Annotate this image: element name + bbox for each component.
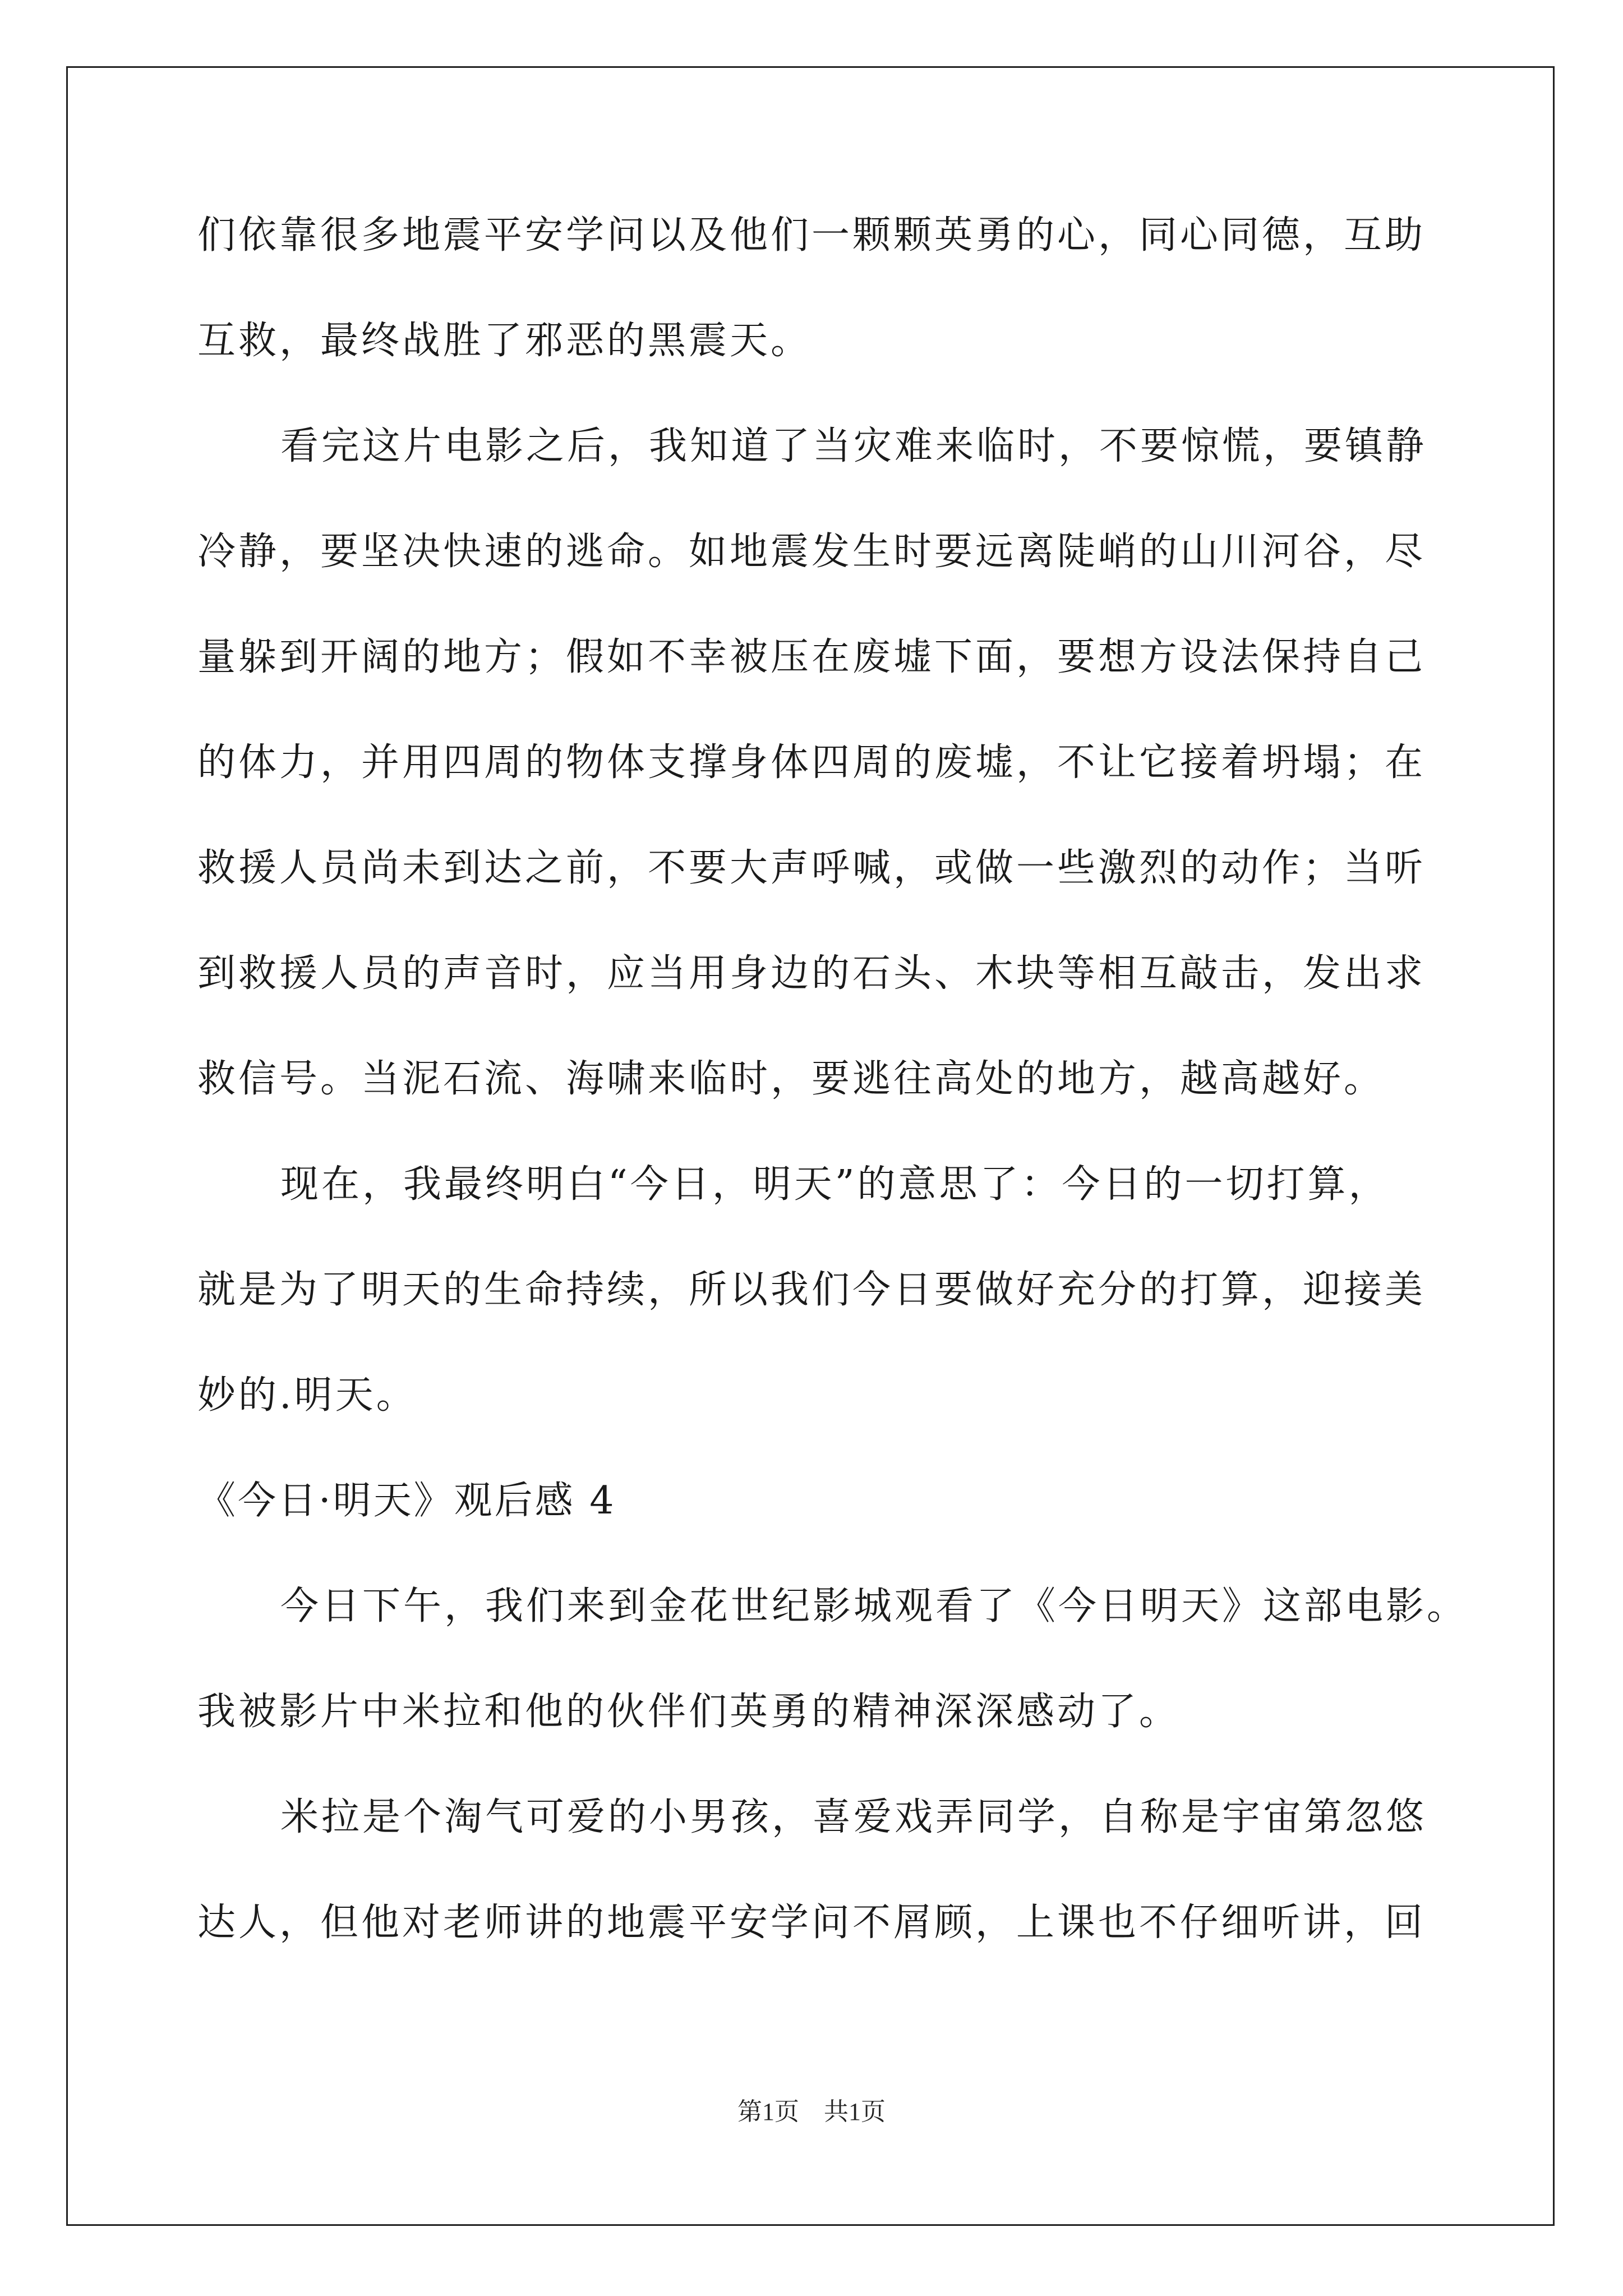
text-line: 互救，最终战胜了邪恶的黑震天。 bbox=[197, 319, 812, 363]
text-line: 就是为了明天的生命持续，所以我们今日要做好充分的打算，迎接美 bbox=[197, 1268, 1426, 1312]
text-line: 妙的.明天。 bbox=[197, 1373, 417, 1418]
section-heading: 《今日·明天》观后感 4 bbox=[197, 1479, 616, 1523]
text-line: 的体力，并用四周的物体支撑身体四周的废墟，不让它接着坍塌；在 bbox=[197, 740, 1426, 785]
text-line: 到救援人员的声音时，应当用身边的石头、木块等相互敲击，发出求 bbox=[197, 951, 1426, 996]
text-line: 量躲到开阔的地方；假如不幸被压在废墟下面，要想方设法保持自己 bbox=[197, 635, 1426, 679]
text-line: 救信号。当泥石流、海啸来临时，要逃往高处的地方，越高越好。 bbox=[197, 1057, 1385, 1101]
paragraph-start-line: 现在，我最终明白“今日，明天”的意思了：今日的一切打算， bbox=[280, 1162, 1390, 1207]
paragraph-start-line: 今日下午，我们来到金花世纪影城观看了《今日明天》这部电影。 bbox=[280, 1584, 1468, 1628]
text-line: 救援人员尚未到达之前，不要大声呼喊，或做一些激烈的动作；当听 bbox=[197, 846, 1426, 890]
paragraph-start-line: 看完这片电影之后，我知道了当灾难来临时，不要惊慌，要镇静 bbox=[280, 424, 1427, 468]
page-number-footer: 第1页 共1页 bbox=[737, 2098, 886, 2125]
text-line: 达人，但他对老师讲的地震平安学问不屑顾，上课也不仔细听讲，回 bbox=[197, 1901, 1426, 1945]
text-line: 们依靠很多地震平安学问以及他们一颗颗英勇的心，同心同德，互助 bbox=[197, 213, 1426, 257]
paragraph-start-line: 米拉是个淘气可爱的小男孩，喜爱戏弄同学，自称是宇宙第忽悠 bbox=[280, 1795, 1427, 1839]
text-line: 冷静，要坚决快速的逃命。如地震发生时要远离陡峭的山川河谷，尽 bbox=[197, 530, 1426, 574]
text-line: 我被影片中米拉和他的伙伴们英勇的精神深深感动了。 bbox=[197, 1690, 1181, 1734]
